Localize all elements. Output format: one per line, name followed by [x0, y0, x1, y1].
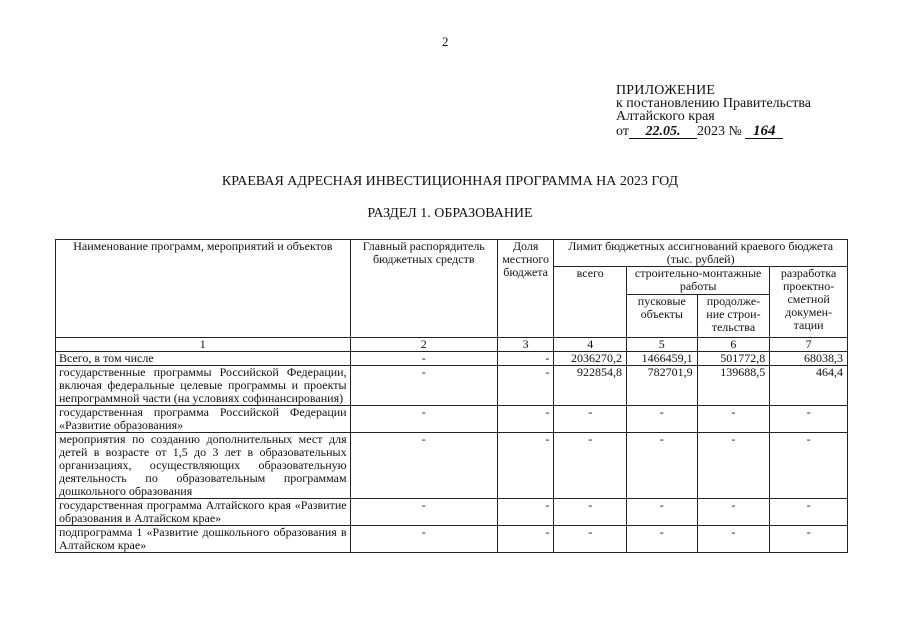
- row-share: -: [497, 433, 553, 499]
- row-continued: 139688,5: [697, 366, 770, 406]
- index-cell: 6: [697, 338, 770, 352]
- row-continued: -: [697, 406, 770, 433]
- header-construction: строительно-монтажные работы: [627, 267, 770, 295]
- row-startup: -: [627, 406, 698, 433]
- header-total: всего: [554, 267, 627, 338]
- row-total: -: [554, 499, 627, 526]
- header-name: Наименование программ, мероприятий и объектов: [56, 240, 351, 338]
- row-name: мероприятия по созданию дополнительных мест для детей в возрасте от 1,5 до 3 лет в образовательных организациях, осуществляющих образовательную деятельность по образовательным программам дошкольного образования: [56, 433, 351, 499]
- row-manager: -: [350, 499, 497, 526]
- row-share: -: [497, 366, 553, 406]
- row-continued: -: [697, 433, 770, 499]
- decree-line: [616, 125, 811, 139]
- appendix-block: [616, 84, 811, 137]
- row-startup: -: [627, 433, 698, 499]
- row-startup: -: [627, 526, 698, 553]
- appendix-line-1: к постановлению Правительства: [616, 96, 812, 111]
- header-manager: Главный распорядитель бюджетных средств: [350, 240, 497, 338]
- header-startup: пусковые объекты: [627, 295, 698, 338]
- row-manager: -: [350, 406, 497, 433]
- index-cell: 4: [554, 338, 627, 352]
- decree-prefix: от: [616, 124, 629, 139]
- appendix-heading: ПРИЛОЖЕНИЕ: [616, 83, 716, 98]
- row-design: 464,4: [770, 366, 848, 406]
- index-cell: 2: [350, 338, 497, 352]
- program-title-text: КРАЕВАЯ АДРЕСНАЯ ИНВЕСТИЦИОННАЯ ПРОГРАММА НА 2023 ГОД: [221, 174, 679, 189]
- row-startup: -: [627, 499, 698, 526]
- budget-table: [55, 239, 848, 553]
- row-continued: -: [697, 499, 770, 526]
- row-total: -: [554, 406, 627, 433]
- header-continued: продолже-ние строи-тельства: [697, 295, 770, 338]
- row-design: -: [770, 499, 848, 526]
- header-design: разработка проектно-сметной докумен-тации: [770, 267, 848, 338]
- row-startup: 782701,9: [627, 366, 698, 406]
- index-cell: 5: [627, 338, 698, 352]
- row-total: 2036270,2: [554, 352, 627, 366]
- section-title-text: РАЗДЕЛ 1. ОБРАЗОВАНИЕ: [367, 206, 533, 221]
- row-name: Всего, в том числе: [56, 352, 351, 366]
- section-title: [0, 206, 908, 222]
- row-manager: -: [350, 366, 497, 406]
- row-name: государственная программа Российской Федерации «Развитие образования»: [56, 406, 351, 433]
- row-continued: 501772,8: [697, 352, 770, 366]
- row-manager: -: [350, 526, 497, 553]
- row-name: подпрограмма 1 «Развитие дошкольного образования в Алтайском крае»: [56, 526, 351, 553]
- table-row: [56, 499, 848, 526]
- row-design: -: [770, 526, 848, 553]
- row-design: 68038,3: [770, 352, 848, 366]
- row-share: -: [497, 406, 553, 433]
- row-total: -: [554, 526, 627, 553]
- row-total: 922854,8: [554, 366, 627, 406]
- header-local-share: Доля местного бюджета: [497, 240, 553, 338]
- index-cell: 1: [56, 338, 351, 352]
- row-manager: -: [350, 352, 497, 366]
- row-total: -: [554, 433, 627, 499]
- index-cell: 7: [770, 338, 848, 352]
- row-design: -: [770, 406, 848, 433]
- column-index-row: [56, 338, 848, 352]
- decree-year: 2023 №: [696, 124, 742, 139]
- index-cell: 3: [497, 338, 553, 352]
- row-name: государственные программы Российской Федерации, включая федеральные целевые программы и проекты непрограммной части (на условиях софинансирования): [56, 366, 351, 406]
- table-row: [56, 406, 848, 433]
- row-share: -: [497, 499, 553, 526]
- row-continued: -: [697, 526, 770, 553]
- table-row: [56, 526, 848, 553]
- decree-date: 22.05.: [629, 125, 697, 139]
- decree-number: 164: [745, 125, 783, 139]
- row-design: -: [770, 433, 848, 499]
- appendix-line-2: Алтайского края: [616, 109, 715, 124]
- program-title: [0, 174, 908, 190]
- row-share: -: [497, 352, 553, 366]
- page-number: 2: [442, 34, 449, 49]
- row-name: государственная программа Алтайского края «Развитие образования в Алтайском крае»: [56, 499, 351, 526]
- table-row: [56, 352, 848, 366]
- header-limit: Лимит бюджетных ассигнований краевого бюджета (тыс. рублей): [554, 240, 848, 267]
- row-startup: 1466459,1: [627, 352, 698, 366]
- table-row: [56, 366, 848, 406]
- table-row: [56, 433, 848, 499]
- row-manager: -: [350, 433, 497, 499]
- row-share: -: [497, 526, 553, 553]
